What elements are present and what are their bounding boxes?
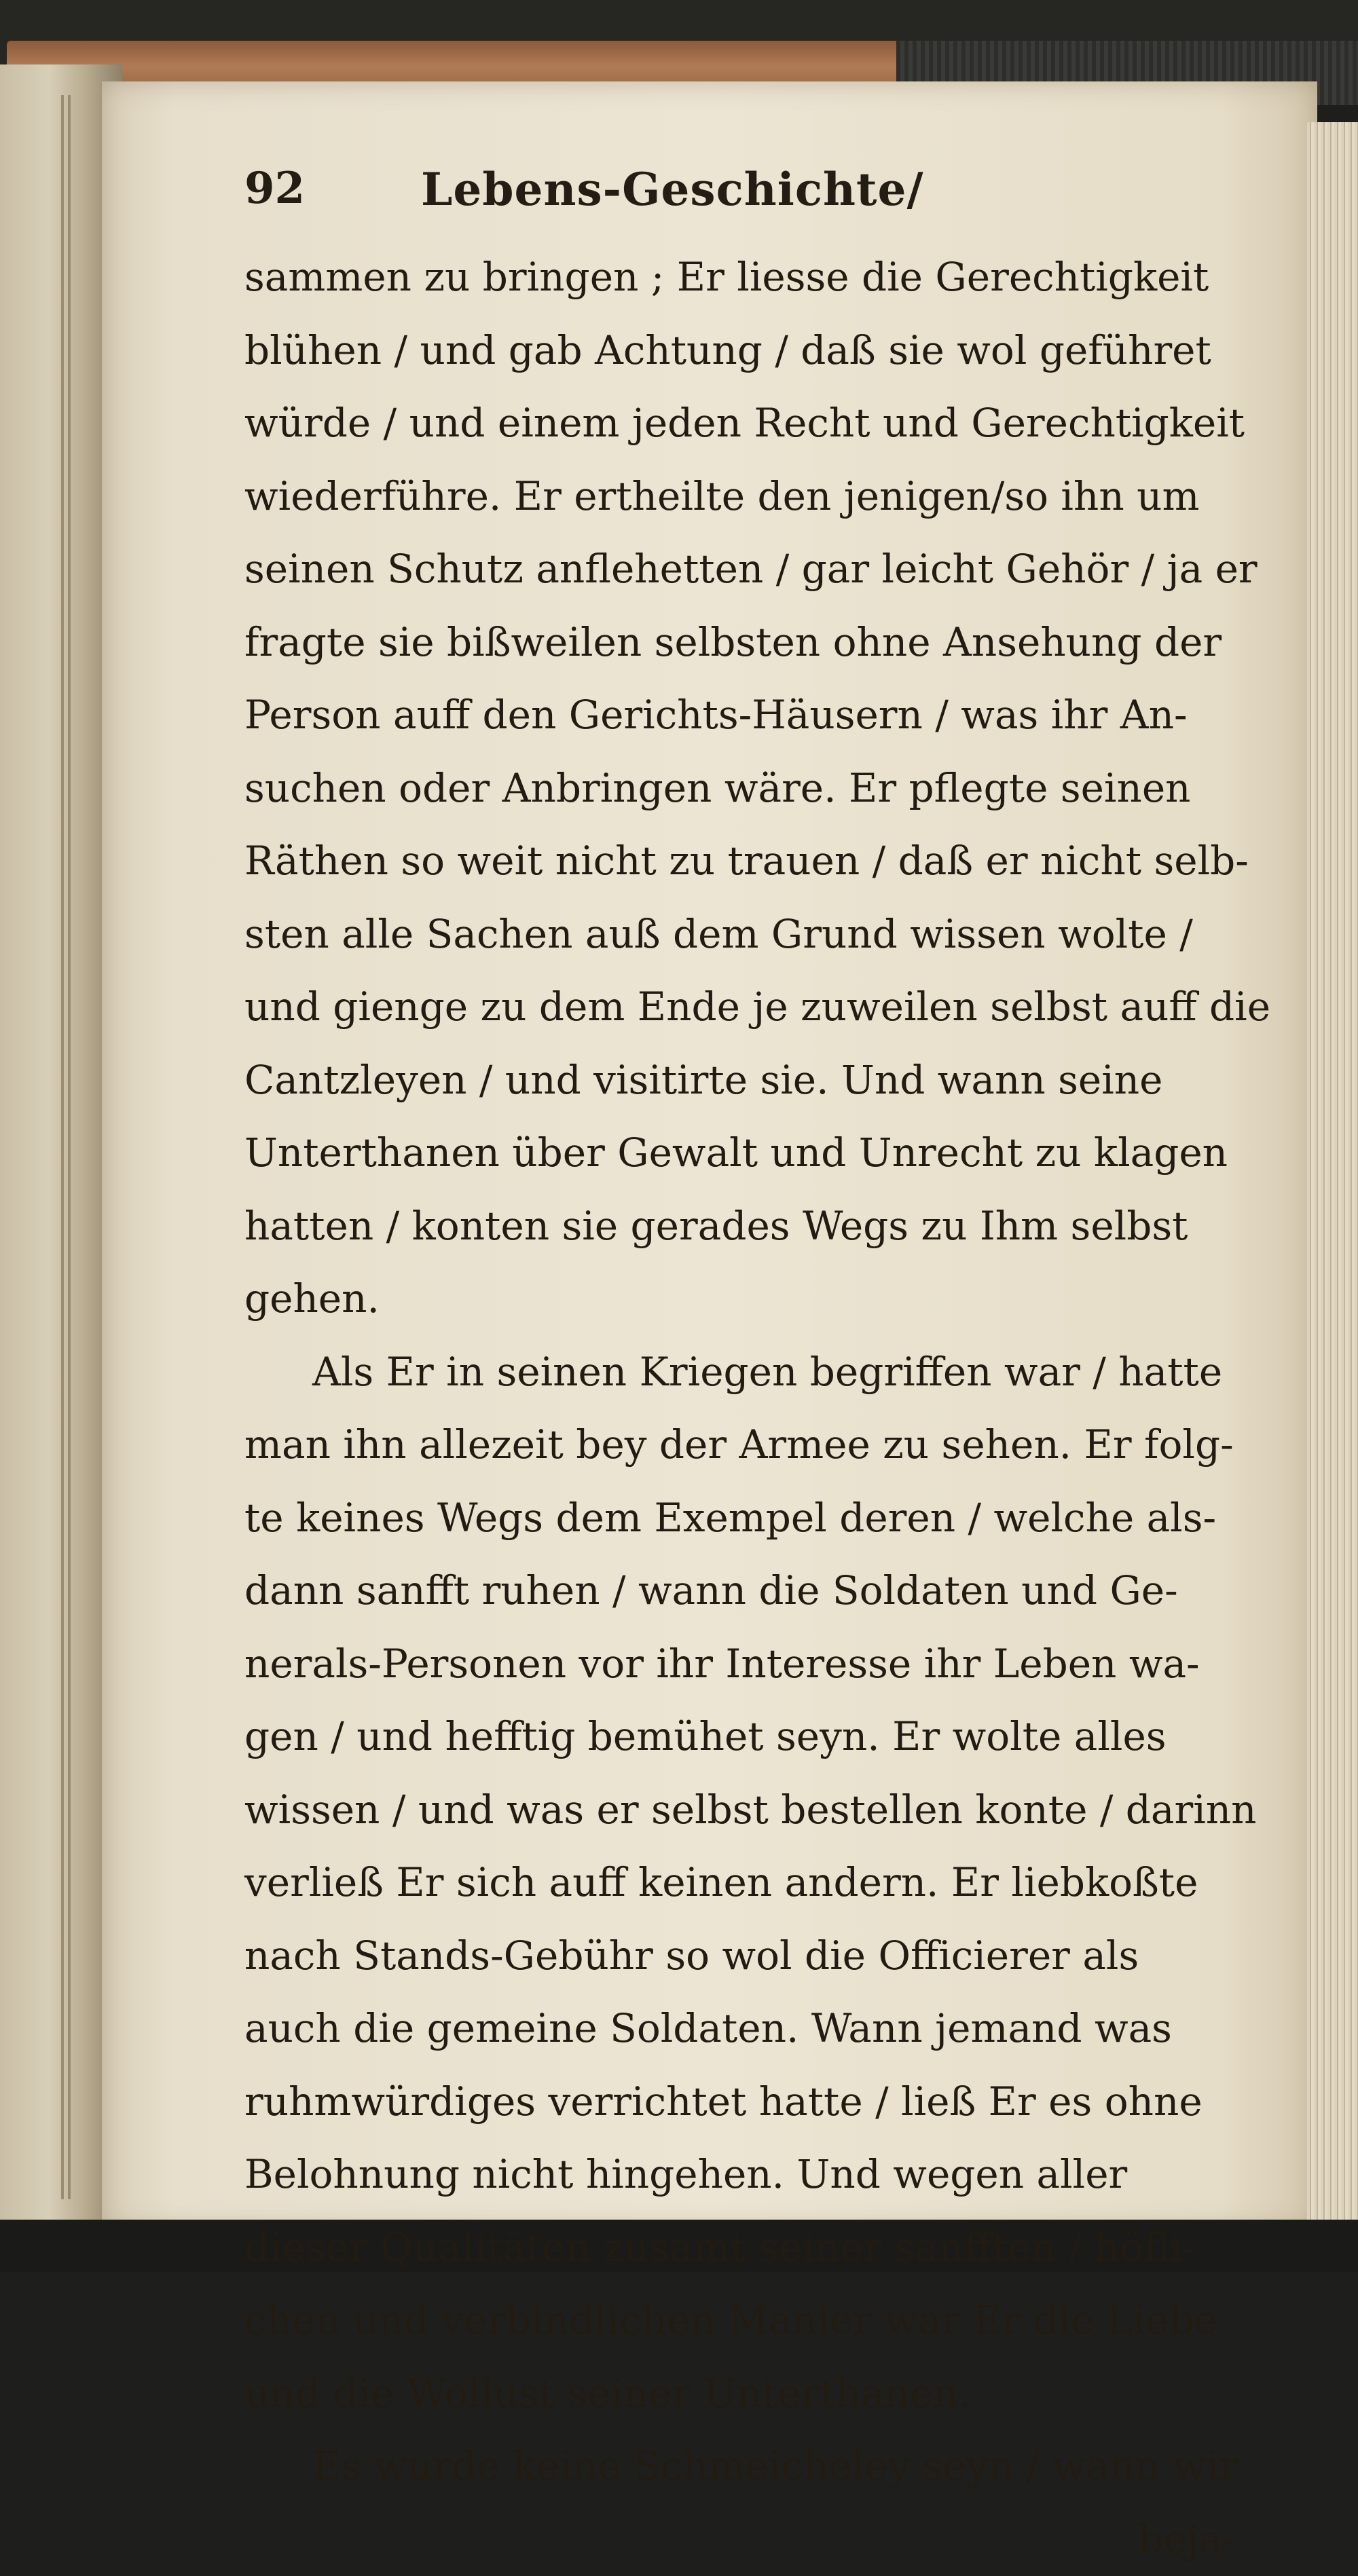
text-line: wiederführe. Er ertheilte den jenigen/so ihn um [244,460,1249,534]
paragraph-start-line: Es wurde keine Schmeicheley seyn / wann wir [244,2430,1249,2503]
paragraph-start-line: Als Er in seinen Kriegen begriffen war / hatte [244,1336,1249,1409]
text-line: wissen / und was er selbst bestellen konte / darinn [244,1774,1249,1847]
text-line: suchen oder Anbringen wäre. Er pflegte seinen [244,752,1249,825]
text-line: dieser Qualitäten zusamt seiner sanfften / höfli- [244,2211,1249,2285]
left-edge-line [61,95,64,2199]
text-line: Unterthanen über Gewalt und Unrecht zu klagen [244,1117,1249,1190]
text-line: und gienge zu dem Ende je zuweilen selbst auff die [244,971,1249,1044]
page-header [244,163,1263,238]
text-line: Cantzleyen / und visitirte sie. Und wann seine [244,1044,1249,1117]
text-body [244,241,1249,2576]
text-line: würde / und einem jeden Recht und Gerechtigkeit [244,387,1249,460]
text-line: nerals-Personen vor ihr Interesse ihr Leben wa- [244,1628,1249,1701]
text-line: man ihn allezeit bey der Armee zu sehen. Er folg- [244,1408,1249,1482]
text-line: ruhmwürdiges verrichtet hatte / ließ Er es ohne [244,2066,1249,2139]
running-head: Lebens-Geschichte/ [421,163,924,216]
text-line: te keines Wegs dem Exempel deren / welche als- [244,1482,1249,1555]
text-line: hatten / konten sie gerades Wegs zu Ihm selbst [244,1190,1249,1263]
left-edge-line [68,95,71,2199]
text-line: sten alle Sachen auß dem Grund wissen wolte / [244,898,1249,971]
catchword: beja- [244,2503,1249,2576]
text-line: chen und verbindlichen Manier war Er die Liebe [244,2284,1249,2357]
text-line: Räthen so weit nicht zu trauen / daß er nicht selb- [244,825,1249,898]
text-line: nach Stands-Gebühr so wol die Officierer als [244,1920,1249,1993]
text-line: dann sanfft ruhen / wann die Soldaten und Ge- [244,1554,1249,1628]
text-line: gen / und hefftig bemühet seyn. Er wolte alles [244,1700,1249,1774]
text-line: Person auff den Gerichts-Häusern / was ihr An- [244,679,1249,752]
text-line: verließ Er sich auff keinen andern. Er liebkoßte [244,1846,1249,1920]
text-line: fragte sie bißweilen selbsten ohne Ansehung der [244,606,1249,679]
text-line: sammen zu bringen ; Er liesse die Gerechtigkeit [244,241,1249,314]
text-line: auch die gemeine Soldaten. Wann jemand was [244,1992,1249,2066]
text-line: und die Wollust seiner Unterthanen. [244,2357,1249,2431]
page-number: 92 [244,163,305,214]
page-fore-edge [1307,122,1358,2226]
text-line: Belohnung nicht hingehen. Und wegen aller [244,2138,1249,2211]
text-line: gehen. [244,1263,1249,1336]
text-line: seinen Schutz anflehetten / gar leicht Gehör / ja er [244,533,1249,606]
text-line: blühen / und gab Achtung / daß sie wol geführet [244,314,1249,388]
